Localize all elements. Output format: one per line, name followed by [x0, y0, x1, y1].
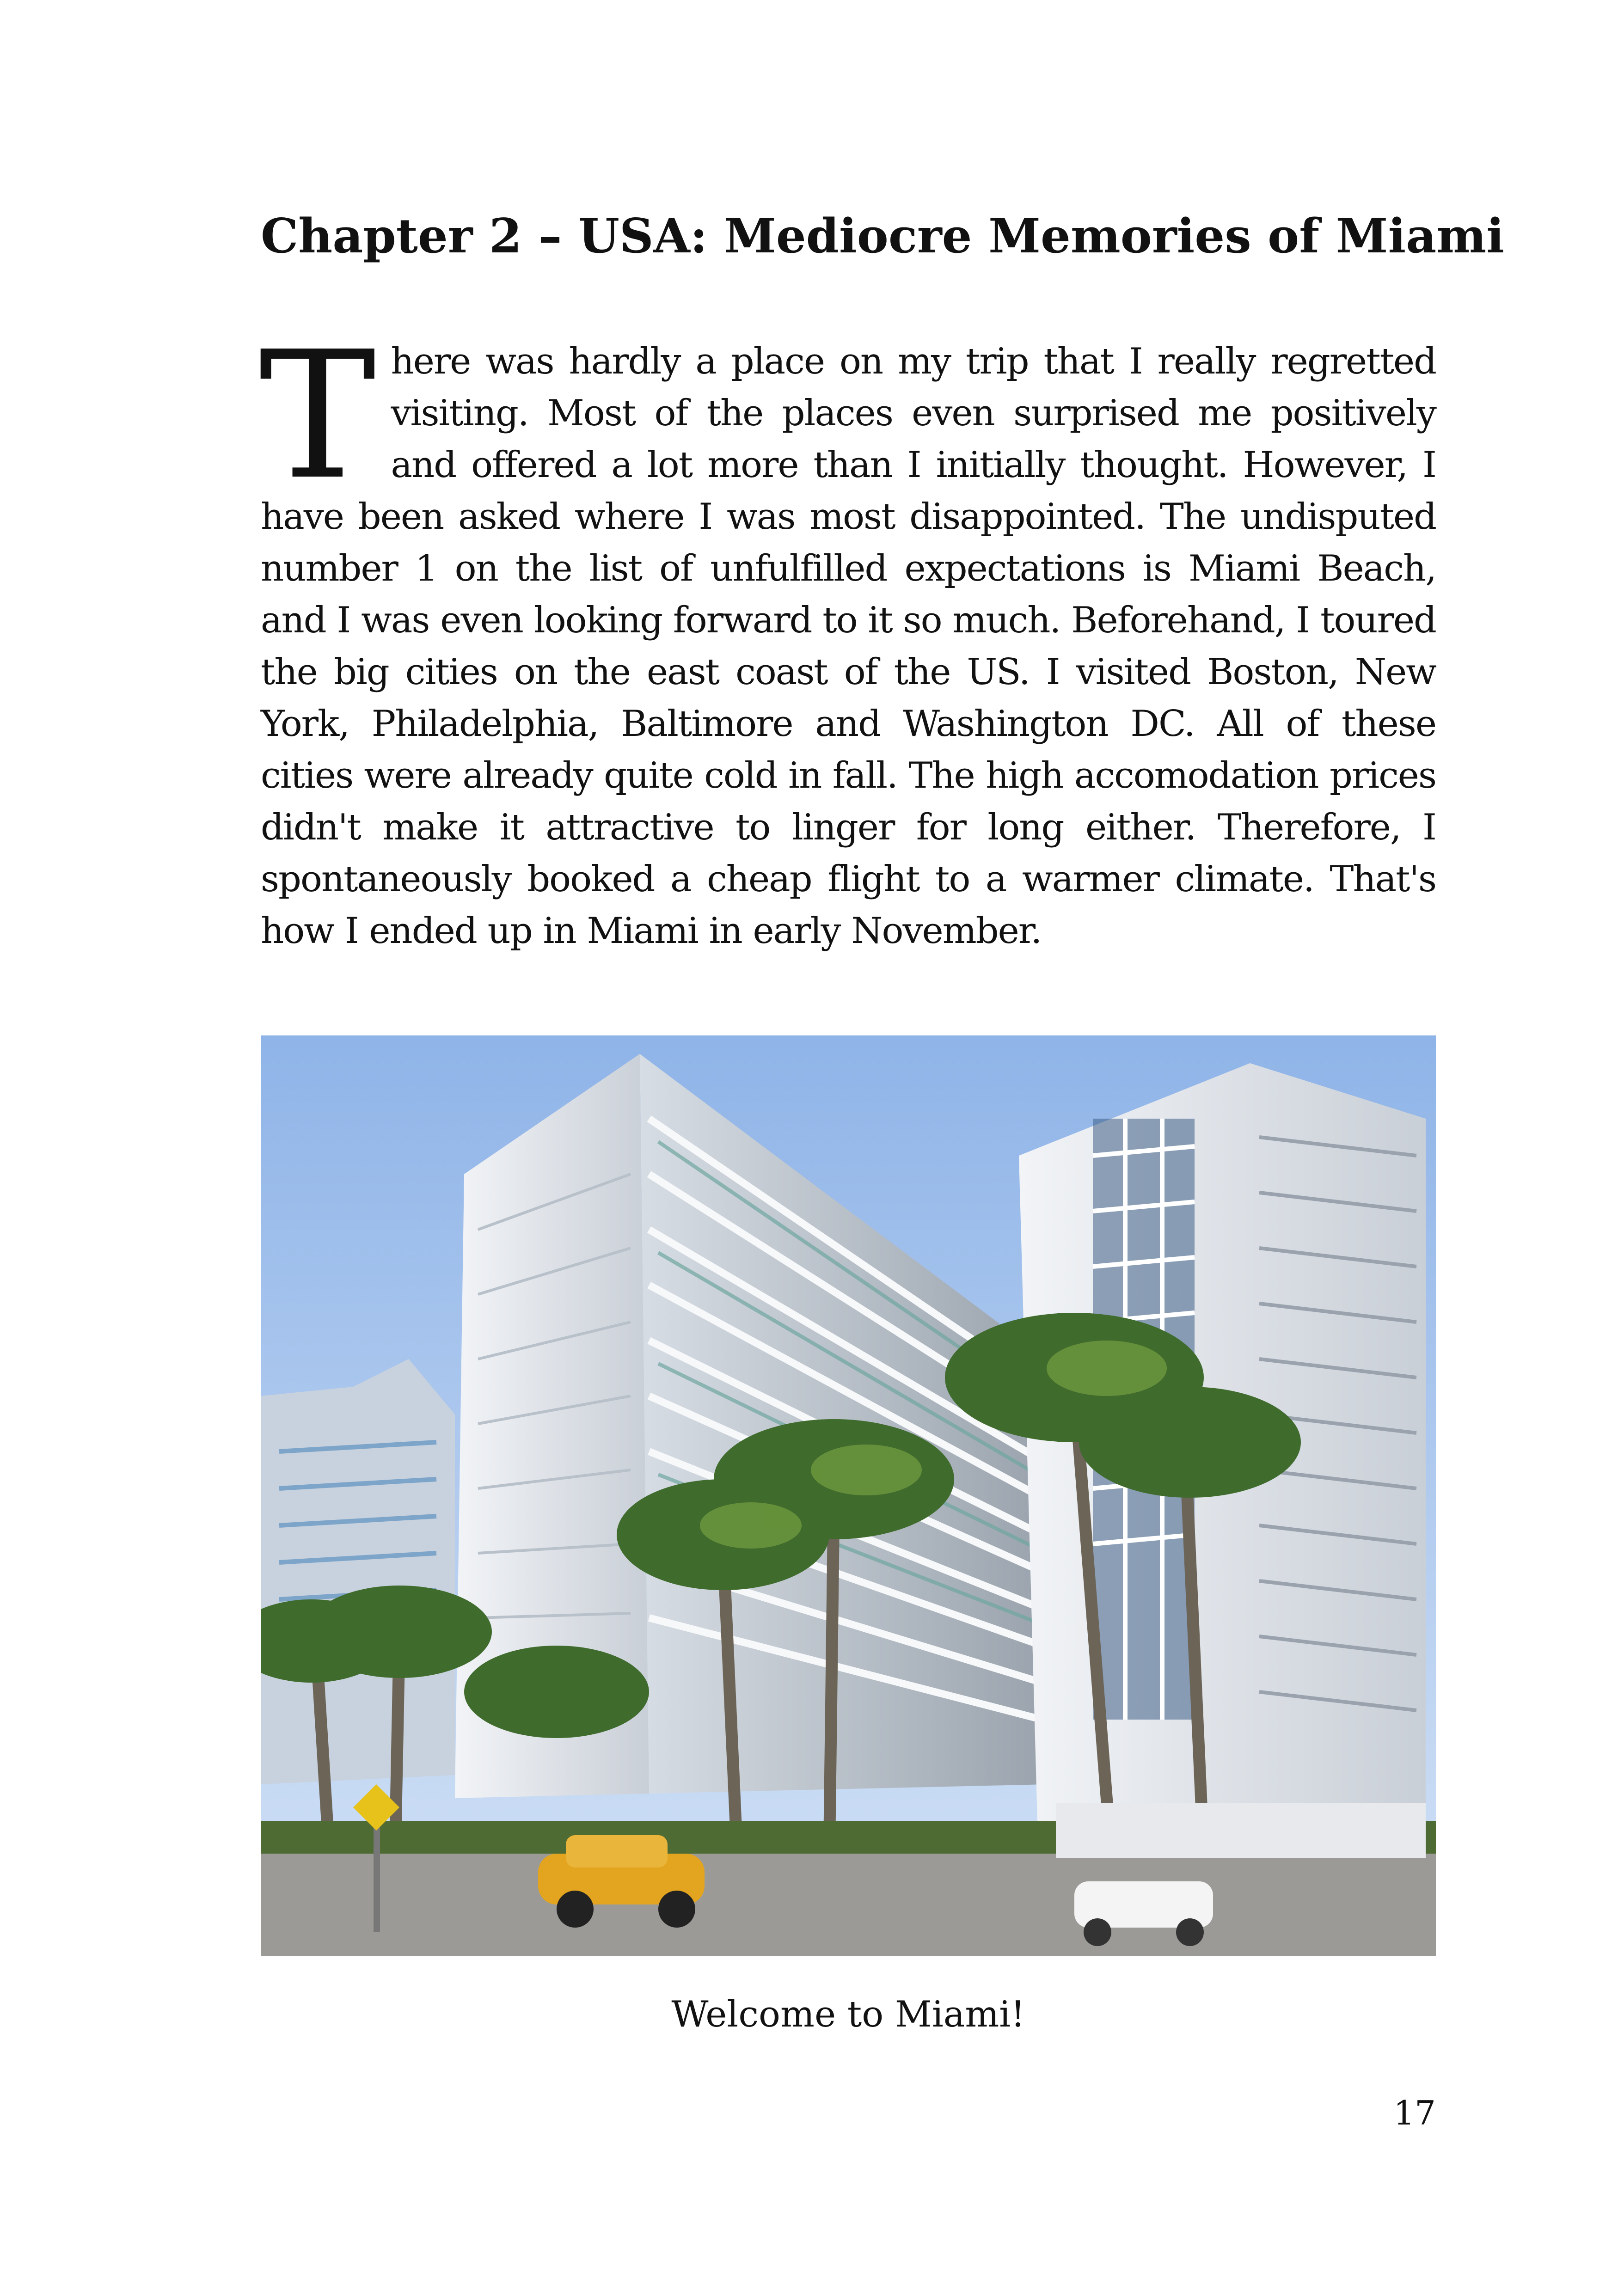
- paragraph-text: here was hardly a place on my trip that I really regretted visiting. Most of the places even surprised me positively and offered a lot more than I initially thought. However, I have been asked where I was most disappointed. The undisputed number 1 on the list of unfulfilled expectations is Miami Beach, and I was even looking forward to it so much. Beforehand, I toured the big cities on the east coast of the US. I visited Boston, New York, Philadelphia, Baltimore and Washington DC. All of these cities were already quite cold in fall. The high accomodation prices didn't make it attractive to linger for long either. Therefore, I spontaneously booked a cheap flight to a warmer climate. That's how I ended up in Miami in early November.: [261, 341, 1436, 952]
- chapter-title: Chapter 2 – USA: Mediocre Memories of Miami: [261, 208, 1505, 264]
- body-paragraph: [259, 313, 1436, 957]
- miami-photo: [261, 1035, 1436, 1956]
- photo-caption: Welcome to Miami!: [671, 1994, 1025, 2035]
- page-number: 17: [1393, 2094, 1436, 2132]
- drop-cap: T: [259, 313, 375, 518]
